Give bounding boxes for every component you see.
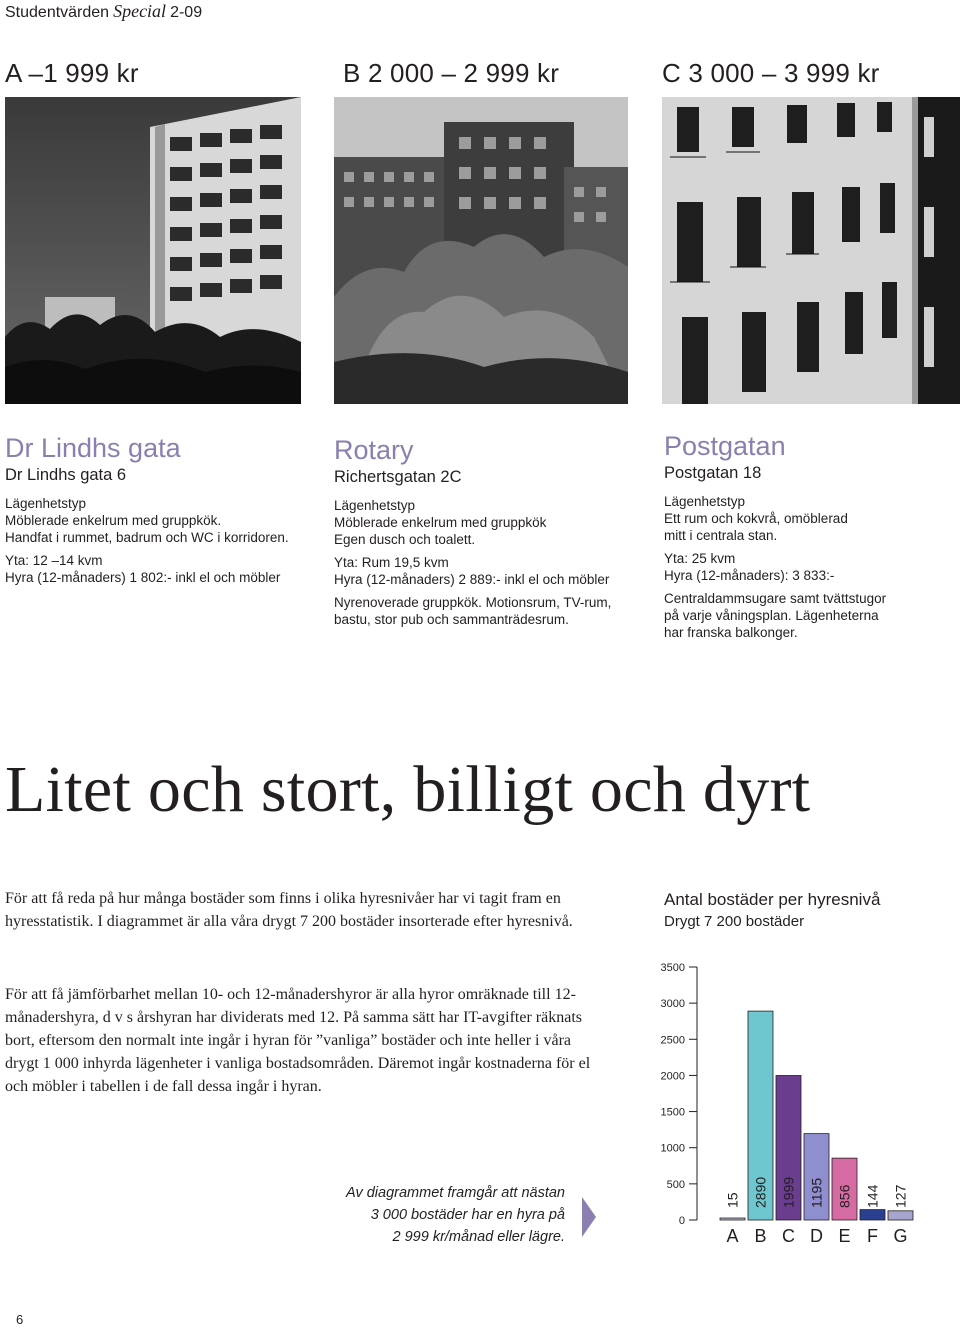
card-dr-lindhs [5,433,295,586]
bar-value-label: 1195 [808,1177,825,1208]
card-rotary [334,435,624,628]
card-address: Richertsgatan 2C [334,468,462,486]
card-line: Egen dusch och toalett. [334,532,476,547]
bar-value-label: 1999 [780,1176,797,1208]
bar-value-label: 127 [892,1184,909,1208]
chart-subtitle: Drygt 7 200 bostäder [664,913,805,930]
card-address: Postgatan 18 [664,464,762,482]
header-special: Special [113,1,167,21]
category-label: F [867,1226,878,1246]
y-tick-label: 1500 [660,1106,685,1119]
callout-arrow-icon [582,1197,596,1237]
card-title: Postgatan [664,431,786,461]
callout-line: 2 999 kr/månad eller lägre. [392,1229,565,1245]
bar-value-label: 2890 [752,1176,769,1208]
body-paragraph-1-text: För att få reda på hur många bostäder som finns i olika hyresnivåer har vi tagit fram en hyresstatistik. I diagrammet är alla våra drygt 7 200 bostäder insorterade efter hyresnivå. [5,890,573,930]
card-line: Hyra (12-månaders) 2 889:- inkl el och möbler [334,572,610,587]
price-band-c: C 3 000 – 3 999 kr [662,58,880,88]
card-line: Hyra (12-månaders) 1 802:- inkl el och möbler [5,570,281,585]
card-line: Ett rum och kokvrå, omöblerad [664,511,848,526]
card-line: har franska balkonger. [664,625,798,640]
card-line: på varje våningsplan. Lägenheterna [664,608,879,623]
card-title: Dr Lindhs gata [5,433,181,463]
card-line: Centraldammsugare samt tvättstugor [664,591,887,606]
article-headline: Litet och stort, billigt och dyrt [5,753,811,826]
category-label: A [726,1226,739,1246]
y-tick-label: 2000 [660,1070,685,1083]
bar-value-label: 144 [864,1184,881,1208]
building-photo-rotary [334,97,628,404]
bar-value-label: 856 [836,1184,853,1208]
price-band-a: A –1 999 kr [5,58,139,88]
running-header [5,1,202,22]
category-label: G [893,1226,908,1246]
callout-line: Av diagrammet framgår att nästan [346,1185,565,1201]
bar-value-label: 15 [724,1192,741,1208]
card-line: Yta: 12 –14 kvm [5,553,103,568]
card-line: bastu, stor pub och sammanträdesrum. [334,612,569,627]
building-photo-dr-lindhs [5,97,301,404]
category-label: B [754,1226,767,1246]
y-tick-label: 500 [666,1178,685,1191]
category-label: E [838,1226,851,1246]
card-line: Yta: 25 kvm [664,551,736,566]
bar-a [720,1218,745,1220]
card-line: Möblerade enkelrum med gruppkök. [5,513,222,528]
body-paragraph-1 [5,887,597,933]
y-tick-label: 3500 [660,962,685,974]
header-section: Studentvärden [5,4,110,21]
card-line: Hyra (12-månaders): 3 833:- [664,568,835,583]
card-type-label: Lägenhetstyp [664,494,746,509]
card-line: mitt i centrala stan. [664,528,778,543]
bar-chart [640,950,940,1260]
chart-callout [310,1182,565,1248]
card-line: Yta: Rum 19,5 kvm [334,555,449,570]
chart-title: Antal bostäder per hyresnivå [664,890,881,909]
category-label: D [810,1226,823,1246]
card-title: Rotary [334,435,414,465]
card-postgatan [664,431,954,641]
card-line: Nyrenoverade gruppkök. Motionsrum, TV-rum, [334,595,612,610]
card-type-label: Lägenhetstyp [5,496,87,511]
header-issue: 2-09 [170,4,203,21]
body-paragraph-2 [5,983,597,1098]
body-paragraph-2-text: För att få jämförbarhet mellan 10- och 12-månadershyror är alla hyror omräknade till 12-månadershyra, d v s årshyran har dividerats med 12. På samma sätt har IT-avgifter räknats bort, eftersom den normalt inte ingår i hyran för ”vanliga” bostäder och inte heller i våra drygt 1 000 inhyrda lägenheter i vanliga bostadsområden. Däremot ingår kostnaderna för el och möbler i tabellen i de fall dessa ingår i hyran. [5,986,591,1095]
y-tick-label: 3000 [660,998,685,1011]
callout-line: 3 000 bostäder har en hyra på [370,1207,565,1223]
card-address: Dr Lindhs gata 6 [5,466,127,484]
card-type-label: Lägenhetstyp [334,498,416,513]
card-line: Handfat i rummet, badrum och WC i korridoren. [5,530,289,545]
y-tick-label: 0 [678,1215,685,1227]
page-number: 6 [16,1312,24,1327]
y-tick-label: 2500 [660,1034,685,1047]
card-line: Möblerade enkelrum med gruppkök [334,515,547,530]
building-photo-postgatan [662,97,960,404]
category-label: C [782,1226,795,1246]
bar-f [860,1210,885,1220]
bar-g [888,1211,913,1220]
y-tick-label: 1000 [660,1142,685,1155]
price-band-b: B 2 000 – 2 999 kr [343,58,560,88]
